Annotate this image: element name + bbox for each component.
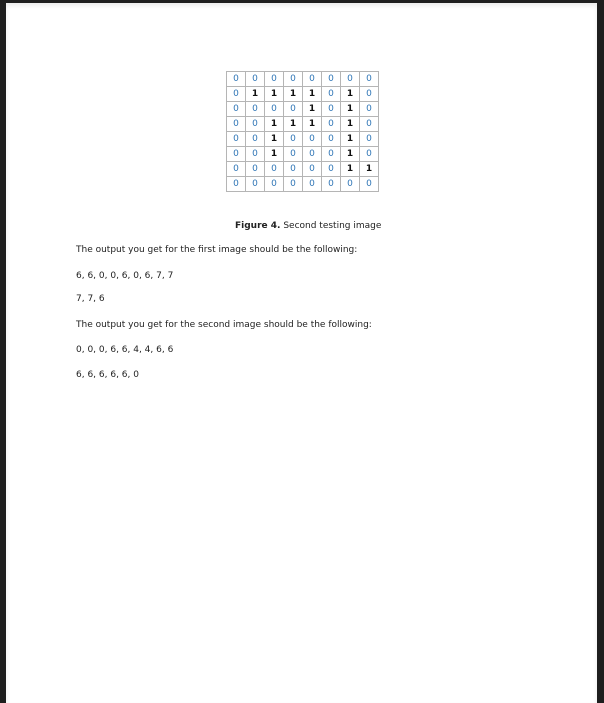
grid-cell: 1 [360, 162, 379, 177]
grid-cell: 0 [360, 87, 379, 102]
grid-cell: 1 [303, 117, 322, 132]
grid-row [227, 132, 379, 147]
grid-cell: 0 [227, 162, 246, 177]
grid-cell: 1 [265, 117, 284, 132]
grid-cell: 0 [322, 132, 341, 147]
grid-cell: 1 [341, 132, 360, 147]
grid-cell: 0 [360, 117, 379, 132]
grid-cell: 0 [227, 72, 246, 87]
grid-cell: 0 [246, 72, 265, 87]
grid-cell: 1 [341, 102, 360, 117]
grid-cell: 0 [246, 102, 265, 117]
grid-cell: 0 [322, 162, 341, 177]
grid-cell: 0 [284, 102, 303, 117]
grid-row [227, 117, 379, 132]
grid-cell: 0 [360, 102, 379, 117]
grid-cell: 0 [265, 177, 284, 192]
first-output-line-2: 7, 7, 6 [76, 294, 105, 304]
binary-image-grid [226, 71, 379, 192]
grid-cell: 1 [341, 147, 360, 162]
grid-cell: 0 [360, 72, 379, 87]
grid-cell: 0 [322, 72, 341, 87]
grid-cell: 0 [360, 147, 379, 162]
figure-caption-text: Second testing image [280, 221, 382, 231]
grid-cell: 0 [303, 132, 322, 147]
grid-cell: 0 [246, 132, 265, 147]
grid-cell: 0 [284, 72, 303, 87]
document-page [6, 3, 597, 703]
grid-row [227, 72, 379, 87]
grid-cell: 0 [303, 177, 322, 192]
grid-cell: 0 [284, 177, 303, 192]
grid-cell: 0 [341, 72, 360, 87]
grid-row [227, 87, 379, 102]
grid-cell: 0 [227, 117, 246, 132]
grid-cell: 0 [227, 87, 246, 102]
grid-cell: 1 [265, 132, 284, 147]
grid-cell: 1 [303, 87, 322, 102]
grid-cell: 0 [322, 87, 341, 102]
grid-cell: 1 [284, 117, 303, 132]
paragraph-second-output-intro: The output you get for the second image should be the following: [76, 320, 372, 330]
grid-cell: 1 [284, 87, 303, 102]
grid-cell: 0 [227, 177, 246, 192]
grid-cell: 1 [341, 162, 360, 177]
grid-cell: 0 [303, 147, 322, 162]
grid-cell: 0 [322, 147, 341, 162]
second-output-line-1: 0, 0, 0, 6, 6, 4, 4, 6, 6 [76, 345, 174, 355]
grid-cell: 0 [322, 117, 341, 132]
grid-cell: 0 [265, 102, 284, 117]
grid-cell: 1 [341, 87, 360, 102]
grid-cell: 0 [284, 147, 303, 162]
figure-caption [235, 221, 381, 231]
grid-cell: 0 [227, 102, 246, 117]
grid-cell: 0 [303, 72, 322, 87]
grid-cell: 1 [265, 87, 284, 102]
grid-cell: 0 [322, 102, 341, 117]
grid-cell: 1 [265, 147, 284, 162]
grid-cell: 0 [360, 132, 379, 147]
second-output-line-2: 6, 6, 6, 6, 6, 0 [76, 370, 139, 380]
grid-cell: 0 [246, 162, 265, 177]
grid-row [227, 147, 379, 162]
grid-cell: 0 [265, 72, 284, 87]
grid-cell: 0 [303, 162, 322, 177]
grid-cell: 0 [284, 162, 303, 177]
grid-cell: 0 [360, 177, 379, 192]
grid-row [227, 177, 379, 192]
grid-cell: 0 [341, 177, 360, 192]
grid-cell: 1 [303, 102, 322, 117]
grid-cell: 0 [322, 177, 341, 192]
grid-row [227, 162, 379, 177]
grid-cell: 0 [246, 177, 265, 192]
paragraph-first-output-intro: The output you get for the first image should be the following: [76, 245, 358, 255]
grid-cell: 0 [227, 147, 246, 162]
grid-cell: 0 [265, 162, 284, 177]
grid-cell: 0 [246, 147, 265, 162]
grid-cell: 1 [341, 117, 360, 132]
grid-cell: 0 [227, 132, 246, 147]
grid-cell: 1 [246, 87, 265, 102]
grid-row [227, 102, 379, 117]
first-output-line-1: 6, 6, 0, 0, 6, 0, 6, 7, 7 [76, 271, 174, 281]
grid-cell: 0 [246, 117, 265, 132]
figure-label: Figure 4. [235, 221, 281, 231]
grid-cell: 0 [284, 132, 303, 147]
